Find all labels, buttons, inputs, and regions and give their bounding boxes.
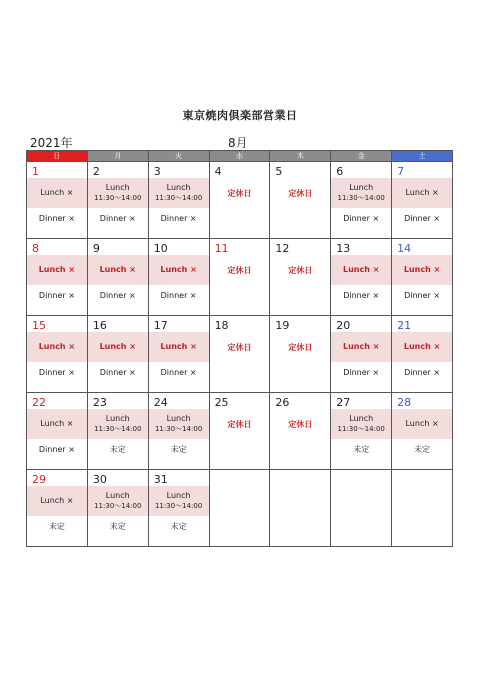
day-cell: [88, 316, 149, 393]
date-number: 1: [32, 165, 39, 178]
month-label: 8月: [228, 136, 248, 150]
lunch-hours: 11:30～14:00: [94, 425, 142, 433]
lunch-hours: 11:30～14:00: [94, 502, 142, 510]
dinner-slot: Dinner ×: [99, 367, 136, 377]
lunch-hours: 11:30～14:00: [94, 194, 142, 202]
date-number: 22: [32, 396, 46, 409]
weekday-header: 日: [27, 151, 88, 162]
empty-cell: [210, 470, 271, 547]
lunch-label: Lunch ×: [38, 342, 76, 351]
lunch-label: Lunch ×: [40, 419, 74, 428]
lunch-slot: [27, 486, 87, 516]
date-number: 9: [92, 242, 100, 255]
date-number: 17: [153, 319, 168, 332]
dinner-slot: 未定: [170, 521, 187, 531]
day-cell: [270, 239, 331, 316]
dinner-slot: 未定: [353, 444, 370, 454]
lunch-slot: [27, 178, 87, 208]
closed-label: 定休日: [288, 188, 313, 198]
closed-label: 定休日: [227, 188, 252, 198]
date-number: 3: [153, 165, 161, 178]
date-number: 29: [32, 473, 46, 486]
weekday-header: 水: [210, 151, 271, 162]
day-cell: [392, 393, 453, 470]
dinner-slot: Dinner ×: [160, 213, 197, 223]
date-number: 14: [397, 242, 412, 255]
lunch-label: Lunch: [349, 414, 374, 423]
lunch-slot: [149, 332, 209, 362]
lunch-label: Lunch: [105, 414, 130, 423]
day-cell: [270, 162, 331, 239]
lunch-label: Lunch ×: [40, 188, 74, 197]
date-number: 19: [275, 319, 290, 332]
day-cell: [210, 316, 271, 393]
closed-label: 定休日: [288, 419, 313, 429]
date-number: 12: [275, 242, 290, 255]
dinner-slot: Dinner ×: [404, 213, 441, 223]
day-cell: [149, 316, 210, 393]
weekday-header: 月: [88, 151, 149, 162]
dinner-slot: Dinner ×: [343, 367, 380, 377]
lunch-hours: 11:30～14:00: [337, 194, 385, 202]
day-cell: [210, 162, 271, 239]
date-number: 18: [214, 319, 229, 332]
lunch-slot: [88, 409, 148, 439]
day-cell: [27, 393, 88, 470]
lunch-slot: [392, 332, 452, 362]
lunch-hours: 11:30～14:00: [337, 425, 385, 433]
empty-cell: [270, 470, 331, 547]
lunch-slot: [331, 332, 391, 362]
lunch-label: Lunch ×: [343, 265, 380, 274]
day-cell: [149, 162, 210, 239]
day-cell: [331, 316, 392, 393]
date-number: 31: [153, 473, 168, 486]
page-title: 東京焼肉倶楽部営業日: [182, 109, 298, 122]
lunch-hours: 11:30～14:00: [154, 425, 203, 433]
day-cell: [149, 239, 210, 316]
lunch-label: Lunch ×: [343, 342, 380, 351]
day-cell: [88, 470, 149, 547]
weekday-header: 火: [149, 151, 210, 162]
lunch-slot: [392, 255, 452, 285]
date-number: 2: [92, 165, 100, 178]
day-cell: [210, 239, 271, 316]
date-number: 20: [336, 319, 351, 332]
day-cell: [88, 239, 149, 316]
date-number: 4: [214, 165, 222, 178]
date-number: 10: [153, 242, 168, 255]
day-cell: [27, 162, 88, 239]
lunch-slot: [149, 409, 209, 439]
lunch-label: Lunch: [349, 183, 374, 192]
lunch-slot: [88, 332, 148, 362]
lunch-slot: [392, 178, 452, 208]
lunch-slot: [149, 255, 209, 285]
dinner-slot: Dinner ×: [160, 290, 197, 300]
date-number: 25: [214, 396, 229, 409]
day-cell: [210, 393, 271, 470]
dinner-slot: 未定: [170, 444, 187, 454]
date-number: 27: [336, 396, 351, 409]
day-cell: [27, 470, 88, 547]
dinner-slot: Dinner ×: [160, 367, 197, 377]
dinner-slot: Dinner ×: [38, 444, 75, 454]
day-cell: [270, 393, 331, 470]
lunch-label: Lunch ×: [160, 265, 197, 274]
closed-label: 定休日: [227, 265, 252, 275]
lunch-label: Lunch: [105, 491, 130, 500]
lunch-label: Lunch ×: [40, 496, 74, 505]
day-cell: [392, 239, 453, 316]
day-cell: [88, 162, 149, 239]
lunch-slot: [331, 255, 391, 285]
date-number: 28: [397, 396, 412, 409]
date-number: 8: [32, 242, 39, 255]
lunch-label: Lunch: [166, 491, 191, 500]
lunch-slot: [88, 178, 148, 208]
date-number: 6: [336, 165, 344, 178]
day-cell: [27, 316, 88, 393]
day-cell: [88, 393, 149, 470]
date-number: 11: [214, 242, 229, 255]
dinner-slot: Dinner ×: [343, 213, 380, 223]
calendar-grid: [26, 150, 453, 547]
lunch-label: Lunch ×: [99, 342, 136, 351]
closed-label: 定休日: [227, 342, 252, 352]
lunch-label: Lunch: [166, 183, 191, 192]
dinner-slot: Dinner ×: [343, 290, 380, 300]
lunch-label: Lunch ×: [99, 265, 136, 274]
lunch-slot: [27, 332, 87, 362]
lunch-label: Lunch ×: [405, 188, 439, 197]
dinner-slot: 未定: [109, 521, 126, 531]
closed-label: 定休日: [288, 265, 313, 275]
lunch-hours: 11:30～14:00: [154, 502, 203, 510]
weekday-header: 木: [270, 151, 331, 162]
date-number: 13: [336, 242, 351, 255]
day-cell: [331, 239, 392, 316]
dinner-slot: Dinner ×: [404, 290, 441, 300]
day-cell: [331, 393, 392, 470]
day-cell: [149, 470, 210, 547]
lunch-label: Lunch ×: [160, 342, 197, 351]
lunch-label: Lunch ×: [38, 265, 76, 274]
dinner-slot: Dinner ×: [38, 367, 75, 377]
dinner-slot: Dinner ×: [38, 290, 75, 300]
lunch-slot: [27, 409, 87, 439]
day-cell: [149, 393, 210, 470]
lunch-label: Lunch ×: [403, 342, 441, 351]
date-number: 24: [153, 396, 168, 409]
year-label: 2021年: [30, 136, 73, 150]
dinner-slot: 未定: [414, 444, 431, 454]
closed-label: 定休日: [288, 342, 313, 352]
day-cell: [331, 162, 392, 239]
lunch-label: Lunch: [166, 414, 191, 423]
closed-label: 定休日: [227, 419, 252, 429]
lunch-label: Lunch ×: [405, 419, 439, 428]
lunch-slot: [27, 255, 87, 285]
lunch-slot: [331, 409, 391, 439]
date-number: 23: [92, 396, 107, 409]
day-cell: [392, 162, 453, 239]
empty-cell: [331, 470, 392, 547]
lunch-slot: [149, 486, 209, 516]
lunch-slot: [88, 255, 148, 285]
lunch-label: Lunch: [105, 183, 130, 192]
lunch-slot: [392, 409, 452, 439]
lunch-slot: [88, 486, 148, 516]
weekday-header: 土: [392, 151, 453, 162]
day-cell: [27, 239, 88, 316]
dinner-slot: Dinner ×: [99, 290, 136, 300]
lunch-slot: [149, 178, 209, 208]
lunch-hours: 11:30～14:00: [154, 194, 203, 202]
date-number: 21: [397, 319, 412, 332]
lunch-label: Lunch ×: [403, 265, 441, 274]
dinner-slot: Dinner ×: [99, 213, 136, 223]
date-number: 7: [397, 165, 405, 178]
empty-cell: [392, 470, 453, 547]
lunch-slot: [331, 178, 391, 208]
date-number: 26: [275, 396, 290, 409]
date-number: 15: [32, 319, 46, 332]
weekday-header: 金: [331, 151, 392, 162]
date-number: 30: [92, 473, 107, 486]
day-cell: [392, 316, 453, 393]
day-cell: [270, 316, 331, 393]
date-number: 16: [92, 319, 107, 332]
dinner-slot: 未定: [109, 444, 126, 454]
dinner-slot: Dinner ×: [38, 213, 75, 223]
dinner-slot: Dinner ×: [404, 367, 441, 377]
dinner-slot: 未定: [48, 521, 65, 531]
date-number: 5: [275, 165, 283, 178]
